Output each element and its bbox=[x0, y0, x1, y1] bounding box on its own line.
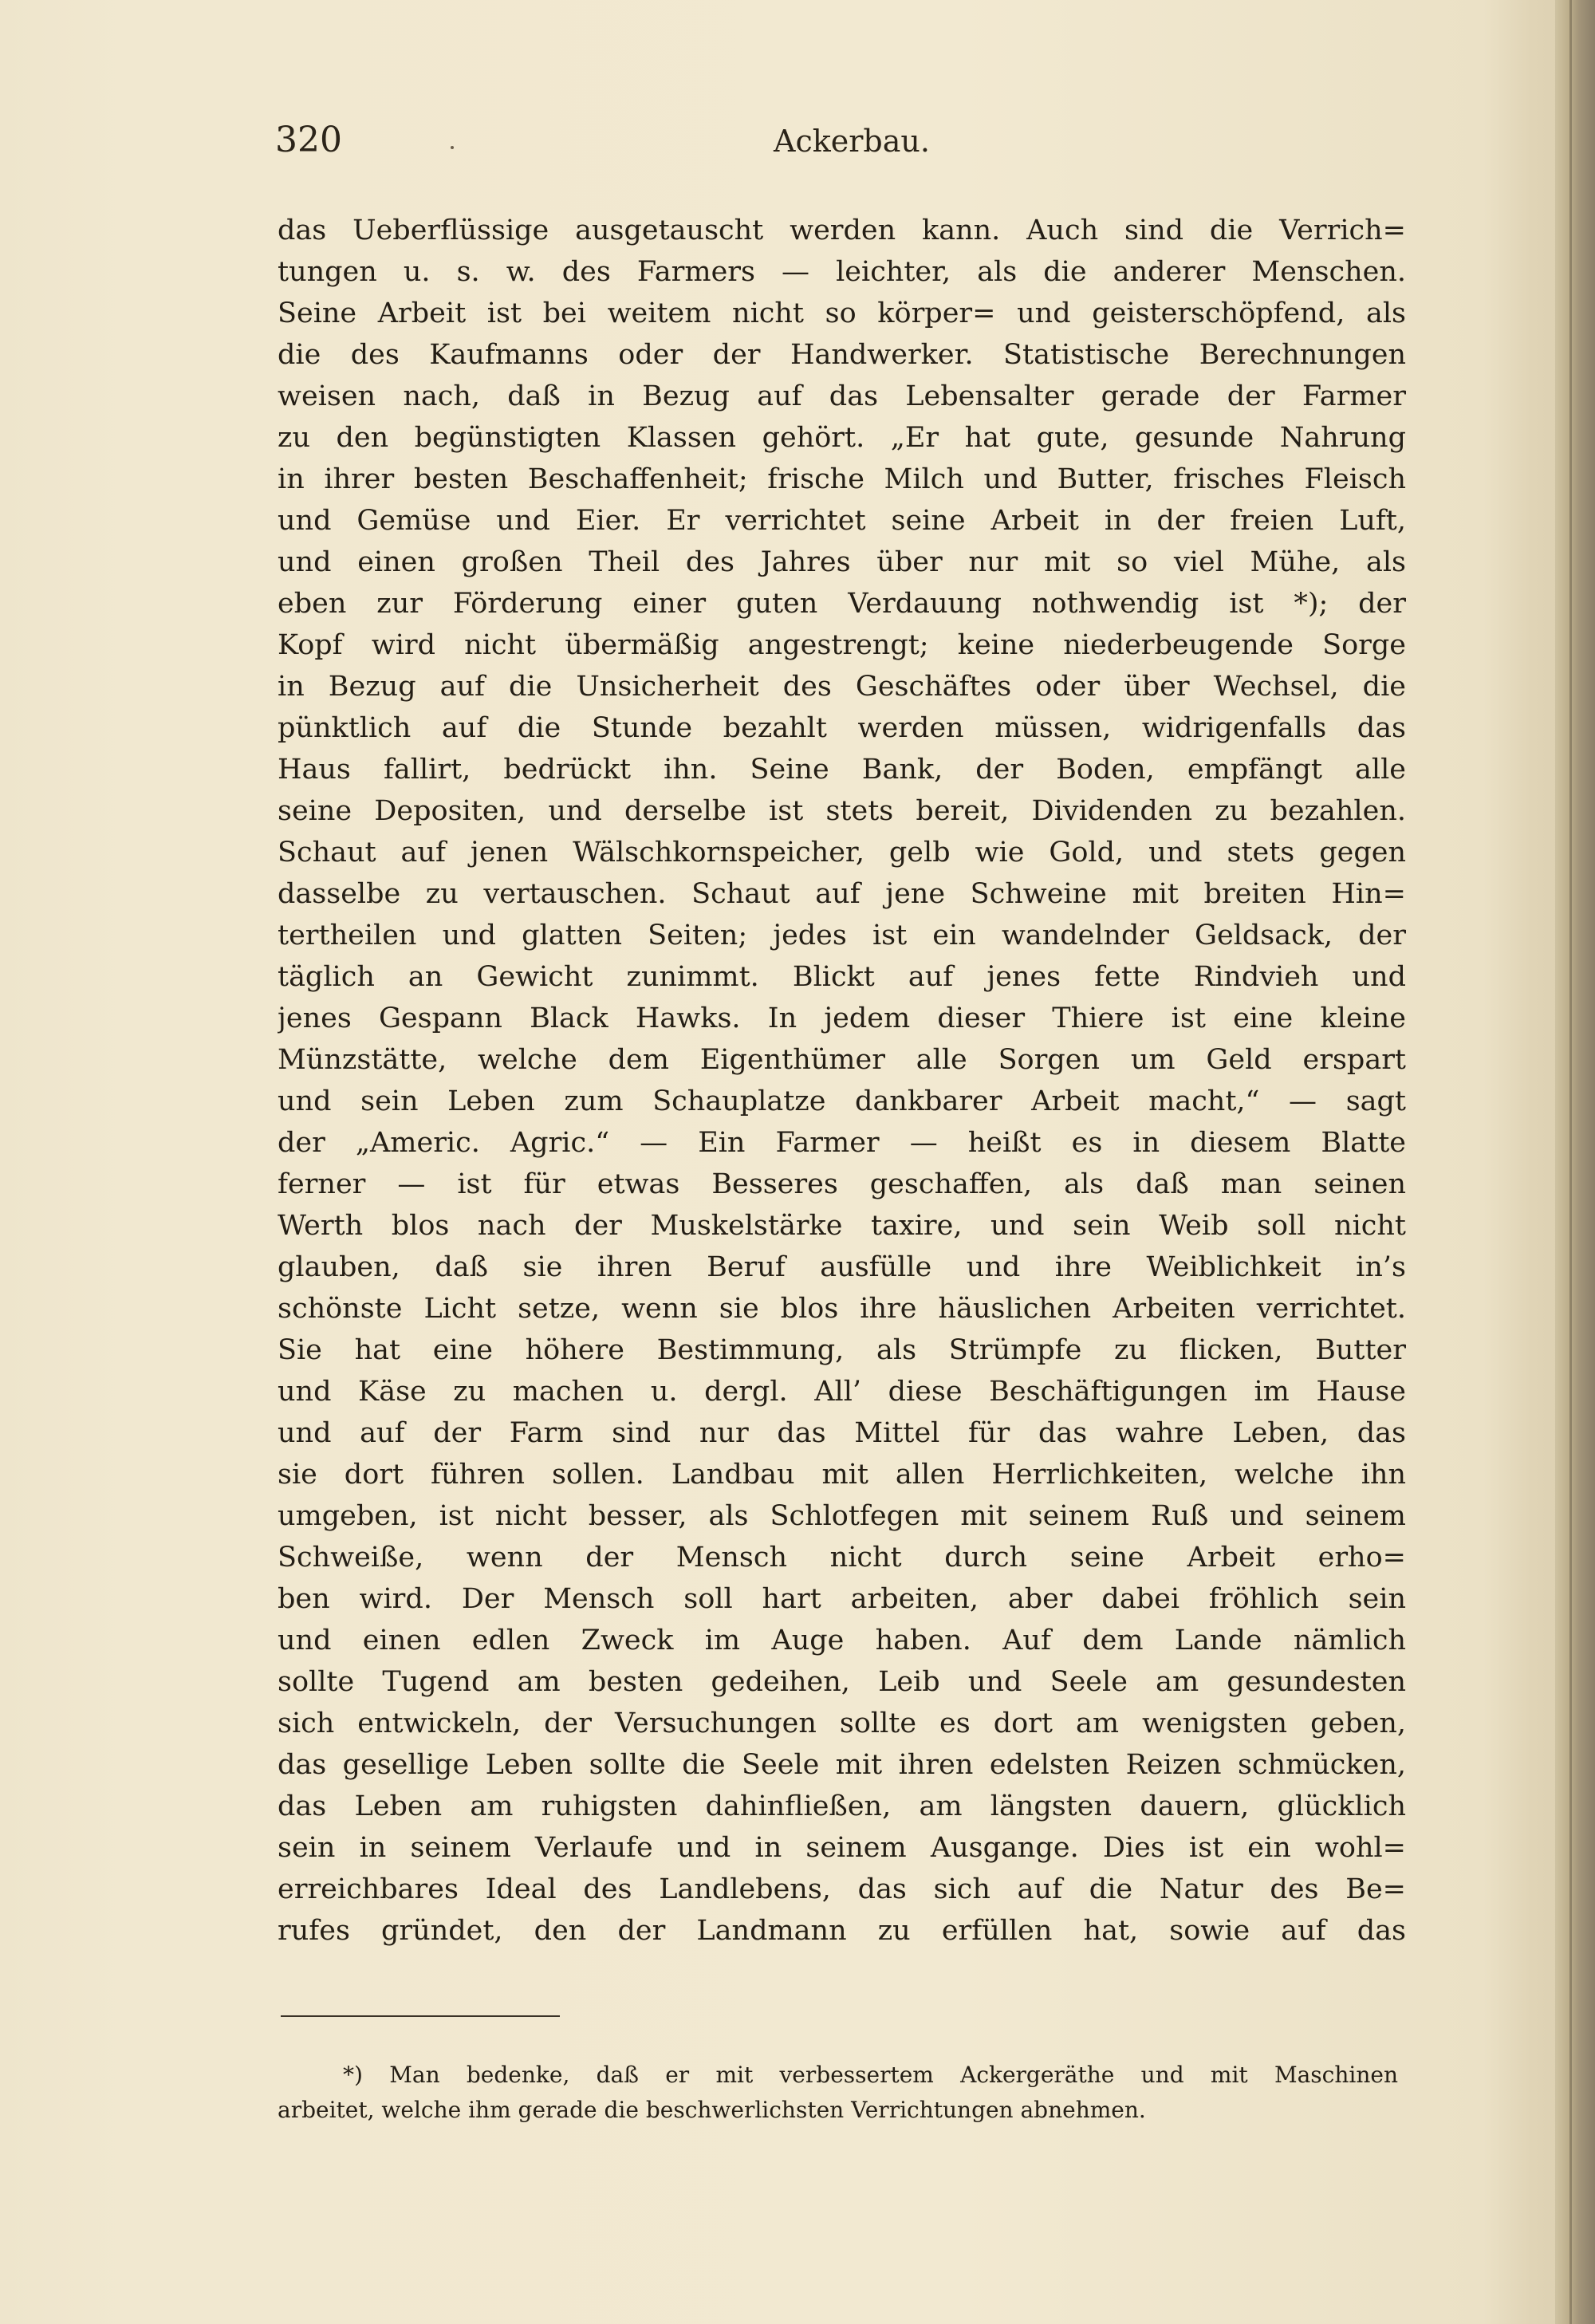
text-line: und sein Leben zum Schauplatze dankbarer Arbeit macht,“ — sagt bbox=[278, 1085, 1406, 1117]
text-line: in Bezug auf die Unsicherheit des Geschäftes oder über Wechsel, die bbox=[278, 671, 1406, 703]
text-line: sie dort führen sollen. Landbau mit allen Herrlichkeiten, welche ihn bbox=[278, 1459, 1406, 1491]
text-line: sich entwickeln, der Versuchungen sollte es dort am wenigsten geben, bbox=[278, 1708, 1406, 1739]
text-line: Haus fallirt, bedrückt ihn. Seine Bank, der Boden, empfängt alle bbox=[278, 754, 1406, 786]
text-line: und einen großen Theil des Jahres über nur mit so viel Mühe, als bbox=[278, 546, 1406, 578]
text-line: sein in seinem Verlaufe und in seinem Ausgange. Dies ist ein wohl= bbox=[278, 1832, 1406, 1864]
text-line: weisen nach, daß in Bezug auf das Lebensalter gerade der Farmer bbox=[278, 380, 1406, 412]
text-line: ferner — ist für etwas Besseres geschaffen, als daß man seinen bbox=[278, 1168, 1406, 1200]
text-line: der „Americ. Agric.“ — Ein Farmer — heißt es in diesem Blatte bbox=[278, 1127, 1406, 1159]
book-binding-edge bbox=[1555, 0, 1595, 2324]
text-line: schönste Licht setze, wenn sie blos ihre häuslichen Arbeiten verrichtet. bbox=[278, 1293, 1406, 1325]
text-line: ben wird. Der Mensch soll hart arbeiten, aber dabei fröhlich sein bbox=[278, 1583, 1406, 1615]
main-text-block bbox=[278, 210, 1406, 1952]
text-line: pünktlich auf die Stunde bezahlt werden müssen, widrigenfalls das bbox=[278, 712, 1406, 744]
text-line: jenes Gespann Black Hawks. In jedem dieser Thiere ist eine kleine bbox=[278, 1002, 1406, 1034]
text-line: und Gemüse und Eier. Er verrichtet seine Arbeit in der freien Luft, bbox=[278, 505, 1406, 537]
text-line: und einen edlen Zweck im Auge haben. Auf dem Lande nämlich bbox=[278, 1625, 1406, 1656]
footnote-line: arbeitet, welche ihm gerade die beschwerlichsten Verrichtungen abnehmen. bbox=[278, 2097, 1146, 2123]
text-line: eben zur Förderung einer guten Verdauung nothwendig ist *); der bbox=[278, 588, 1406, 620]
text-line: rufes gründet, den der Landmann zu erfüllen hat, sowie auf das bbox=[278, 1915, 1406, 1947]
footnote-divider bbox=[281, 2015, 560, 2017]
text-line: Sie hat eine höhere Bestimmung, als Strümpfe zu flicken, Butter bbox=[278, 1334, 1406, 1366]
text-line: Seine Arbeit ist bei weitem nicht so körper= und geisterschöpfend, als bbox=[278, 297, 1406, 329]
text-line: Werth blos nach der Muskelstärke taxire, und sein Weib soll nicht bbox=[278, 1210, 1406, 1242]
text-line: das gesellige Leben sollte die Seele mit ihren edelsten Reizen schmücken, bbox=[278, 1749, 1406, 1781]
text-line: tertheilen und glatten Seiten; jedes ist ein wandelnder Geldsack, der bbox=[278, 920, 1406, 951]
text-line: die des Kaufmanns oder der Handwerker. Statistische Berechnungen bbox=[278, 339, 1406, 371]
text-line: das Ueberflüssige ausgetauscht werden kann. Auch sind die Verrich= bbox=[278, 215, 1406, 246]
text-line: Münzstätte, welche dem Eigenthümer alle Sorgen um Geld erspart bbox=[278, 1044, 1406, 1076]
text-line: Schweiße, wenn der Mensch nicht durch seine Arbeit erho= bbox=[278, 1542, 1406, 1574]
text-line: sollte Tugend am besten gedeihen, Leib und Seele am gesundesten bbox=[278, 1666, 1406, 1698]
text-line: Schaut auf jenen Wälschkornspeicher, gelb wie Gold, und stets gegen bbox=[278, 837, 1406, 869]
text-line: tungen u. s. w. des Farmers — leichter, als die anderer Menschen. bbox=[278, 256, 1406, 288]
page-number: 320 bbox=[275, 120, 342, 160]
text-line: glauben, daß sie ihren Beruf ausfülle und ihre Weiblichkeit in’s bbox=[278, 1251, 1406, 1283]
text-line: umgeben, ist nicht besser, als Schlotfegen mit seinem Ruß und seinem bbox=[278, 1500, 1406, 1532]
text-line: und auf der Farm sind nur das Mittel für das wahre Leben, das bbox=[278, 1417, 1406, 1449]
footnote-block bbox=[278, 2058, 1398, 2128]
footnote-line: *) Man bedenke, daß er mit verbessertem Ackergeräthe und mit Maschinen bbox=[343, 2062, 1398, 2088]
text-line: dasselbe zu vertauschen. Schaut auf jene Schweine mit breiten Hin= bbox=[278, 878, 1406, 910]
text-line: erreichbares Ideal des Landlebens, das sich auf die Natur des Be= bbox=[278, 1873, 1406, 1905]
text-line: zu den begünstigten Klassen gehört. „Er hat gute, gesunde Nahrung bbox=[278, 422, 1406, 454]
text-line: und Käse zu machen u. dergl. All’ diese Beschäftigungen im Hause bbox=[278, 1376, 1406, 1408]
text-line: seine Depositen, und derselbe ist stets bereit, Dividenden zu bezahlen. bbox=[278, 795, 1406, 827]
running-title: Ackerbau. bbox=[774, 124, 930, 159]
header-dot bbox=[451, 146, 454, 149]
text-line: das Leben am ruhigsten dahinfließen, am längsten dauern, glücklich bbox=[278, 1790, 1406, 1822]
text-line: täglich an Gewicht zunimmt. Blickt auf jenes fette Rindvieh und bbox=[278, 961, 1406, 993]
text-line: in ihrer besten Beschaffenheit; frische Milch und Butter, frisches Fleisch bbox=[278, 463, 1406, 495]
text-line: Kopf wird nicht übermäßig angestrengt; keine niederbeugende Sorge bbox=[278, 629, 1406, 661]
